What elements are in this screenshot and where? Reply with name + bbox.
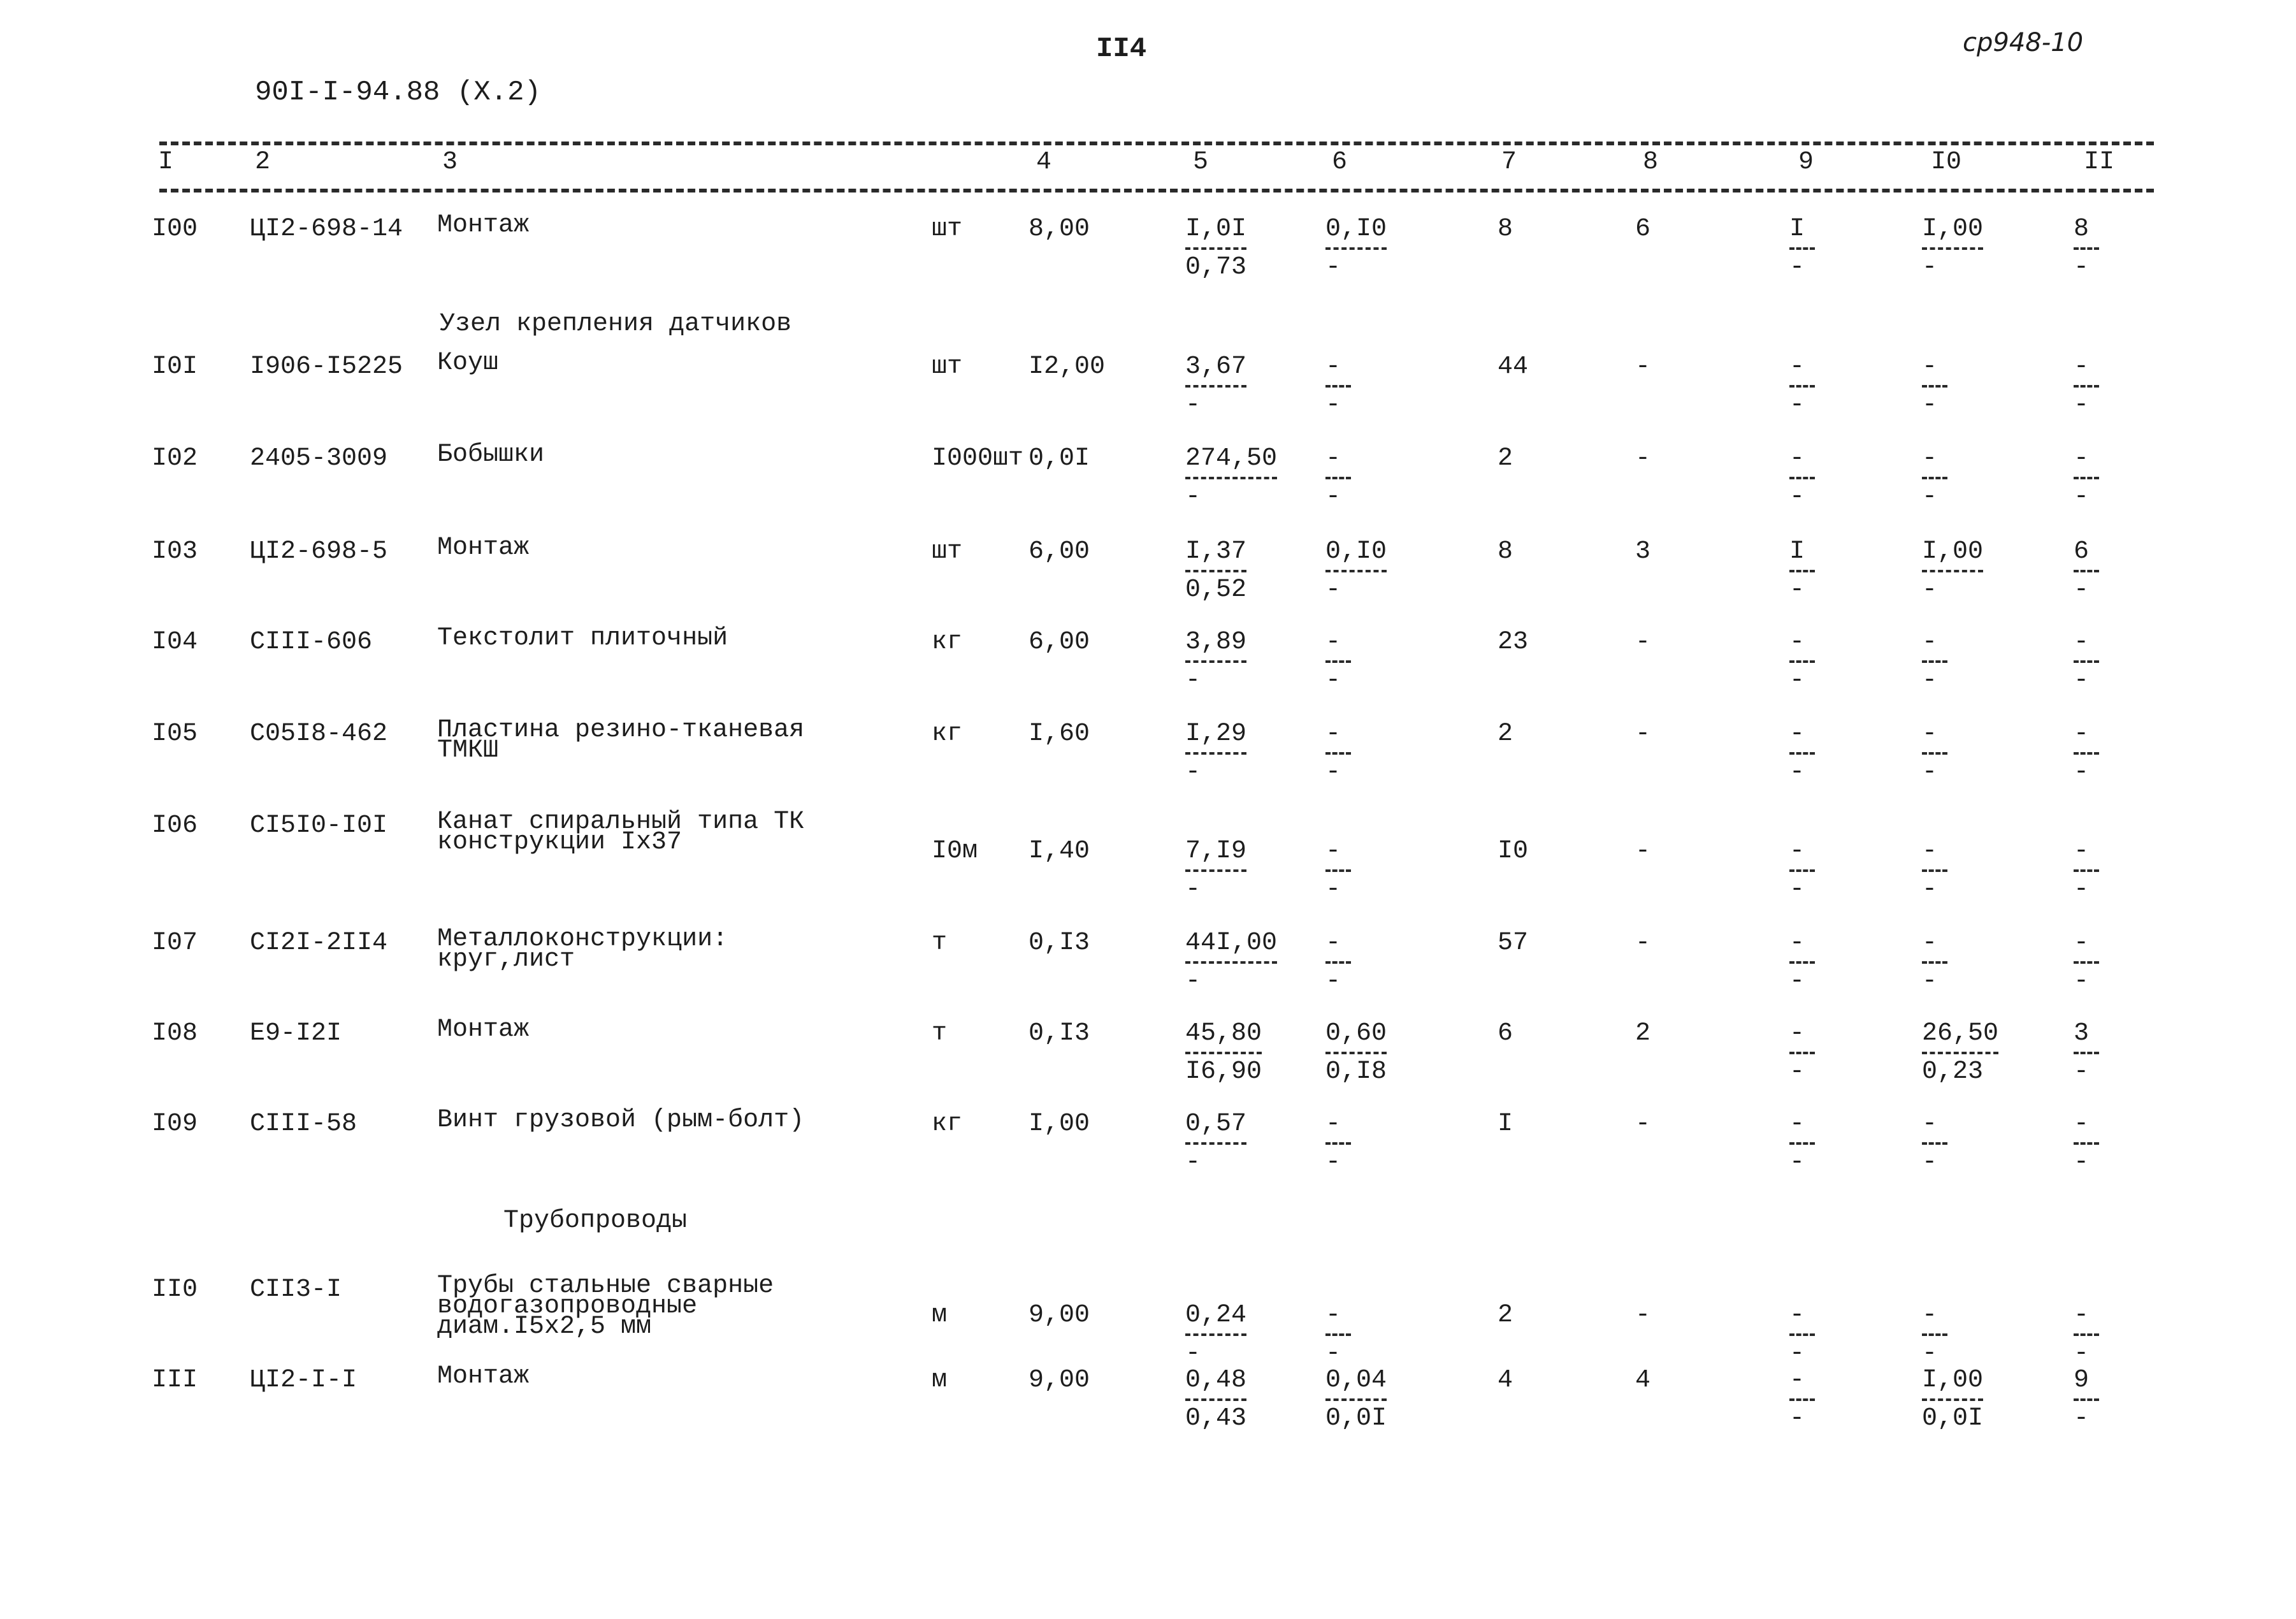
col11-value-numerator: - (2074, 628, 2099, 663)
col8-value: - (1635, 1301, 1651, 1330)
col9-value-denominator: - (1789, 483, 1805, 511)
col5-value (1185, 1302, 1246, 1368)
col10-value-numerator: - (1922, 353, 1947, 388)
col6-value (1325, 353, 1351, 419)
col5-value-numerator: 0,24 (1185, 1302, 1246, 1336)
col6-value-numerator: - (1325, 720, 1351, 755)
column-header-10: I0 (1931, 148, 1962, 177)
col5-value (1185, 720, 1246, 787)
col9-value (1789, 353, 1815, 419)
col11-value (2074, 1110, 2099, 1177)
unit: шт (932, 352, 963, 381)
col9-value (1789, 1110, 1815, 1177)
col9-value (1789, 628, 1815, 695)
col11-value-numerator: - (2074, 1302, 2099, 1336)
row-number: III (152, 1366, 198, 1395)
col5-value-denominator: - (1185, 391, 1201, 419)
section-title-pipelines: Трубопроводы (503, 1207, 688, 1235)
quantity: 6,00 (1029, 537, 1090, 566)
row-number: I09 (152, 1110, 198, 1138)
col10-value (1922, 628, 1947, 695)
column-header-5: 5 (1193, 148, 1209, 177)
col6-value-denominator: - (1325, 253, 1341, 282)
item-name: Текстолит плиточный (437, 624, 728, 653)
col10-value-numerator: - (1922, 1302, 1947, 1336)
col5-value (1185, 445, 1277, 511)
quantity: 0,0I (1029, 444, 1090, 473)
col11-value-denominator: - (2074, 483, 2090, 511)
col7-value: I (1498, 1110, 1513, 1138)
col11-value (2074, 538, 2099, 604)
col10-value-numerator: I,00 (1922, 215, 1983, 250)
col11-value-denominator: - (2074, 253, 2090, 282)
col10-value-denominator: - (1922, 967, 1938, 996)
item-name: Металлоконструкции: круг,лист (437, 925, 728, 974)
col9-value-denominator: - (1789, 1339, 1805, 1368)
item-name: Коуш (437, 349, 499, 377)
col6-value (1325, 1302, 1351, 1368)
unit: шт (932, 215, 963, 243)
col9-value (1789, 1020, 1815, 1086)
item-name: Монтаж (437, 534, 530, 562)
col6-value-numerator: 0,04 (1325, 1367, 1387, 1401)
col8-value: - (1635, 352, 1651, 381)
col10-value-numerator: - (1922, 445, 1947, 479)
col11-value-denominator: - (2074, 875, 2090, 904)
col9-value (1789, 838, 1815, 904)
col5-value-denominator: - (1185, 967, 1201, 996)
col5-value (1185, 538, 1246, 604)
item-name: Монтаж (437, 1015, 530, 1044)
col5-value-denominator: - (1185, 875, 1201, 904)
col6-value (1325, 628, 1351, 695)
col11-value-denominator: - (2074, 1404, 2090, 1433)
col6-value-numerator: - (1325, 445, 1351, 479)
rate-code: СIII-606 (250, 628, 373, 657)
col10-value-numerator: I,00 (1922, 538, 1983, 572)
col10-value-numerator: - (1922, 628, 1947, 663)
col11-value (2074, 720, 2099, 787)
col11-value (2074, 445, 2099, 511)
col5-value-numerator: 45,80 (1185, 1020, 1262, 1054)
col11-value-denominator: - (2074, 1339, 2090, 1368)
col9-value-denominator: - (1789, 576, 1805, 604)
col10-value-numerator: I,00 (1922, 1367, 1983, 1401)
col5-value (1185, 1367, 1246, 1433)
col11-value-numerator: 9 (2074, 1367, 2099, 1401)
rate-code: 2405-3009 (250, 444, 388, 473)
col10-value-denominator: - (1922, 253, 1938, 282)
col5-value-numerator: 0,57 (1185, 1110, 1246, 1145)
col11-value (2074, 353, 2099, 419)
col11-value (2074, 628, 2099, 695)
rate-code: I906-I5225 (250, 352, 403, 381)
col5-value-numerator: 44I,00 (1185, 929, 1277, 964)
col5-value (1185, 1020, 1262, 1086)
col5-value-denominator: 0,43 (1185, 1404, 1247, 1433)
row-number: I0I (152, 352, 198, 381)
col6-value (1325, 1367, 1387, 1433)
rate-code: ЦI2-698-14 (250, 215, 403, 243)
col6-value (1325, 445, 1351, 511)
quantity: 9,00 (1029, 1366, 1090, 1395)
rate-code: СII3-I (250, 1275, 342, 1304)
col9-value (1789, 1302, 1815, 1368)
col5-value-numerator: I,37 (1185, 538, 1246, 572)
col9-value (1789, 929, 1815, 996)
row-number: II0 (152, 1275, 198, 1304)
col8-value: 4 (1635, 1366, 1651, 1395)
unit: кг (932, 1110, 963, 1138)
col9-value-numerator: - (1789, 929, 1815, 964)
col11-value-denominator: - (2074, 1057, 2090, 1086)
col10-value-denominator: 0,23 (1922, 1057, 1984, 1086)
col6-value (1325, 215, 1387, 282)
col11-value-denominator: - (2074, 758, 2090, 787)
col11-value-numerator: 6 (2074, 538, 2099, 572)
row-number: I00 (152, 215, 198, 243)
unit: кг (932, 628, 963, 657)
col5-value-denominator: 0,52 (1185, 576, 1247, 604)
col9-value-numerator: I (1789, 215, 1815, 250)
col11-value (2074, 1020, 2099, 1086)
col8-value: - (1635, 720, 1651, 748)
col7-value: 44 (1498, 352, 1529, 381)
rate-code: С05I8-462 (250, 720, 388, 748)
col6-value-numerator: 0,60 (1325, 1020, 1387, 1054)
col10-value (1922, 1302, 1947, 1368)
col6-value-numerator: - (1325, 628, 1351, 663)
col10-value (1922, 1367, 1983, 1433)
col11-value-numerator: - (2074, 353, 2099, 388)
col10-value-numerator: - (1922, 1110, 1947, 1145)
col10-value (1922, 720, 1947, 787)
col6-value (1325, 1020, 1387, 1086)
section-title-sensor-mount: Узел крепления датчиков (440, 310, 792, 338)
col6-value-denominator: 0,0I (1325, 1404, 1387, 1433)
quantity: 0,I3 (1029, 1019, 1090, 1048)
col5-value-denominator: - (1185, 1339, 1201, 1368)
col11-value-denominator: - (2074, 967, 2090, 996)
col11-value-numerator: - (2074, 1110, 2099, 1145)
handwritten-stamp: ср948-10 (1963, 28, 2084, 57)
row-number: I06 (152, 811, 198, 840)
col10-value (1922, 353, 1947, 419)
col6-value-denominator: - (1325, 758, 1341, 787)
row-number: I03 (152, 537, 198, 566)
col9-value-denominator: - (1789, 253, 1805, 282)
row-number: I04 (152, 628, 198, 657)
col9-value-denominator: - (1789, 666, 1805, 695)
col10-value (1922, 1110, 1947, 1177)
col6-value-numerator: - (1325, 353, 1351, 388)
column-header-11: II (2084, 148, 2115, 177)
col6-value-denominator: - (1325, 391, 1341, 419)
col10-value-denominator: - (1922, 391, 1938, 419)
quantity: I,00 (1029, 1110, 1090, 1138)
col10-value-denominator: - (1922, 576, 1938, 604)
rate-code: СIII-58 (250, 1110, 357, 1138)
unit: шт (932, 537, 963, 566)
col10-value-denominator: - (1922, 1339, 1938, 1368)
col9-value-denominator: - (1789, 875, 1805, 904)
unit: м (932, 1301, 948, 1330)
col10-value-numerator: - (1922, 720, 1947, 755)
column-header-8: 8 (1643, 148, 1659, 177)
col10-value-numerator: - (1922, 838, 1947, 872)
col7-value: 2 (1498, 720, 1513, 748)
col5-value-denominator: - (1185, 483, 1201, 511)
document-code: 90I-I-94.88 (X.2) (255, 76, 541, 108)
quantity: I,60 (1029, 720, 1090, 748)
col6-value (1325, 838, 1351, 904)
col9-value-numerator: - (1789, 1110, 1815, 1145)
col11-value-denominator: - (2074, 666, 2090, 695)
row-number: I07 (152, 929, 198, 957)
col11-value-numerator: 8 (2074, 215, 2099, 250)
col6-value-denominator: - (1325, 967, 1341, 996)
col10-value-numerator: 26,50 (1922, 1020, 1998, 1054)
col9-value-numerator: - (1789, 720, 1815, 755)
col8-value: - (1635, 628, 1651, 657)
col6-value (1325, 720, 1351, 787)
col8-value: - (1635, 929, 1651, 957)
col8-value: - (1635, 444, 1651, 473)
col10-value-denominator: - (1922, 758, 1938, 787)
col11-value-numerator: 3 (2074, 1020, 2099, 1054)
col9-value-denominator: - (1789, 1057, 1805, 1086)
col5-value (1185, 628, 1246, 695)
col5-value-numerator: 0,48 (1185, 1367, 1246, 1401)
col10-value-denominator: - (1922, 483, 1938, 511)
col6-value-denominator: - (1325, 875, 1341, 904)
col8-value: - (1635, 1110, 1651, 1138)
col11-value-numerator: - (2074, 838, 2099, 872)
col10-value (1922, 538, 1983, 604)
col10-value-numerator: - (1922, 929, 1947, 964)
col5-value (1185, 353, 1246, 419)
item-name: Монтаж (437, 211, 530, 240)
item-name: Пластина резино-тканевая ТМКШ (437, 716, 805, 765)
col9-value-numerator: I (1789, 538, 1815, 572)
quantity: 6,00 (1029, 628, 1090, 657)
page-number: II4 (1096, 33, 1147, 65)
col7-value: 2 (1498, 1301, 1513, 1330)
col6-value-denominator: - (1325, 666, 1341, 695)
col8-value: 2 (1635, 1019, 1651, 1048)
col5-value-numerator: I,0I (1185, 215, 1246, 250)
column-header-7: 7 (1501, 148, 1517, 177)
col9-value-numerator: - (1789, 1302, 1815, 1336)
col9-value-numerator: - (1789, 445, 1815, 479)
col11-value-denominator: - (2074, 576, 2090, 604)
col10-value (1922, 838, 1947, 904)
col7-value: 8 (1498, 537, 1513, 566)
header-divider-top (159, 142, 2154, 145)
col6-value-numerator: - (1325, 1302, 1351, 1336)
row-number: I05 (152, 720, 198, 748)
col9-value-denominator: - (1789, 1404, 1805, 1433)
col6-value-denominator: - (1325, 483, 1341, 511)
col9-value-denominator: - (1789, 1148, 1805, 1177)
quantity: I,40 (1029, 837, 1090, 866)
col5-value-numerator: 274,50 (1185, 445, 1277, 479)
header-divider-bottom (159, 189, 2154, 192)
col5-value-numerator: 7,I9 (1185, 838, 1246, 872)
unit: кг (932, 720, 963, 748)
col8-value: 3 (1635, 537, 1651, 566)
col11-value-denominator: - (2074, 1148, 2090, 1177)
col7-value: 8 (1498, 215, 1513, 243)
col11-value (2074, 215, 2099, 282)
col10-value-denominator: - (1922, 666, 1938, 695)
col6-value-numerator: - (1325, 1110, 1351, 1145)
col5-value (1185, 838, 1246, 904)
column-header-3: 3 (442, 148, 458, 177)
col6-value-denominator: - (1325, 576, 1341, 604)
rate-code: СI5I0-I0I (250, 811, 388, 840)
item-name: Винт грузовой (рым-болт) (437, 1106, 805, 1135)
col6-value (1325, 538, 1387, 604)
col6-value (1325, 929, 1351, 996)
item-name: Монтаж (437, 1362, 530, 1391)
col9-value (1789, 215, 1815, 282)
col11-value-denominator: - (2074, 391, 2090, 419)
col5-value-denominator: - (1185, 1148, 1201, 1177)
quantity: I2,00 (1029, 352, 1106, 381)
col11-value (2074, 1302, 2099, 1368)
col10-value (1922, 1020, 1998, 1086)
col9-value (1789, 445, 1815, 511)
col10-value-denominator: - (1922, 1148, 1938, 1177)
unit: т (932, 929, 948, 957)
col11-value (2074, 838, 2099, 904)
quantity: 8,00 (1029, 215, 1090, 243)
column-header-1: I (158, 148, 174, 177)
col9-value (1789, 1367, 1815, 1433)
quantity: 0,I3 (1029, 929, 1090, 957)
col10-value (1922, 445, 1947, 511)
col7-value: 23 (1498, 628, 1529, 657)
col10-value-denominator: - (1922, 875, 1938, 904)
col7-value: I0 (1498, 837, 1529, 866)
rate-code: ЦI2-698-5 (250, 537, 388, 566)
col9-value-numerator: - (1789, 1367, 1815, 1401)
col8-value: - (1635, 837, 1651, 866)
col9-value (1789, 720, 1815, 787)
column-header-6: 6 (1332, 148, 1348, 177)
col11-value-numerator: - (2074, 929, 2099, 964)
quantity: 9,00 (1029, 1301, 1090, 1330)
row-number: I02 (152, 444, 198, 473)
col6-value-denominator: - (1325, 1339, 1341, 1368)
col5-value (1185, 215, 1246, 282)
col9-value-denominator: - (1789, 967, 1805, 996)
col11-value (2074, 1367, 2099, 1433)
col7-value: 2 (1498, 444, 1513, 473)
col6-value-numerator: - (1325, 929, 1351, 964)
column-header-4: 4 (1036, 148, 1052, 177)
col5-value-denominator: I6,90 (1185, 1057, 1262, 1086)
column-header-9: 9 (1798, 148, 1814, 177)
col5-value (1185, 929, 1277, 996)
unit: I0м (932, 837, 978, 866)
row-number: I08 (152, 1019, 198, 1048)
col11-value-numerator: - (2074, 720, 2099, 755)
col9-value-numerator: - (1789, 838, 1815, 872)
col9-value-denominator: - (1789, 758, 1805, 787)
unit: м (932, 1366, 948, 1395)
item-name: Трубы стальные сварные водогазопроводные диам.I5х2,5 мм (437, 1272, 774, 1341)
col11-value (2074, 929, 2099, 996)
col9-value-numerator: - (1789, 628, 1815, 663)
col5-value-numerator: 3,89 (1185, 628, 1246, 663)
col9-value-numerator: - (1789, 353, 1815, 388)
col10-value-denominator: 0,0I (1922, 1404, 1984, 1433)
col10-value (1922, 215, 1983, 282)
col11-value-numerator: - (2074, 445, 2099, 479)
unit: т (932, 1019, 948, 1048)
col6-value-numerator: 0,I0 (1325, 538, 1387, 572)
col5-value-numerator: 3,67 (1185, 353, 1246, 388)
col6-value-numerator: 0,I0 (1325, 215, 1387, 250)
col6-value-denominator: 0,I8 (1325, 1057, 1387, 1086)
col5-value (1185, 1110, 1246, 1177)
col7-value: 57 (1498, 929, 1529, 957)
col6-value-numerator: - (1325, 838, 1351, 872)
rate-code: ЦI2-I-I (250, 1366, 357, 1395)
col5-value-denominator: - (1185, 666, 1201, 695)
col9-value-numerator: - (1789, 1020, 1815, 1054)
col5-value-denominator: - (1185, 758, 1201, 787)
col10-value (1922, 929, 1947, 996)
col5-value-numerator: I,29 (1185, 720, 1246, 755)
item-name: Канат спиральный типа ТК конструкции Iх37 (437, 808, 805, 857)
rate-code: СI2I-2II4 (250, 929, 388, 957)
col9-value (1789, 538, 1815, 604)
unit: I000шт (932, 444, 1024, 473)
rate-code: Е9-I2I (250, 1019, 342, 1048)
col7-value: 4 (1498, 1366, 1513, 1395)
col8-value: 6 (1635, 215, 1651, 243)
col6-value-denominator: - (1325, 1148, 1341, 1177)
col5-value-denominator: 0,73 (1185, 253, 1247, 282)
col9-value-denominator: - (1789, 391, 1805, 419)
col6-value (1325, 1110, 1351, 1177)
column-header-2: 2 (255, 148, 271, 177)
col7-value: 6 (1498, 1019, 1513, 1048)
item-name: Бобышки (437, 440, 545, 469)
